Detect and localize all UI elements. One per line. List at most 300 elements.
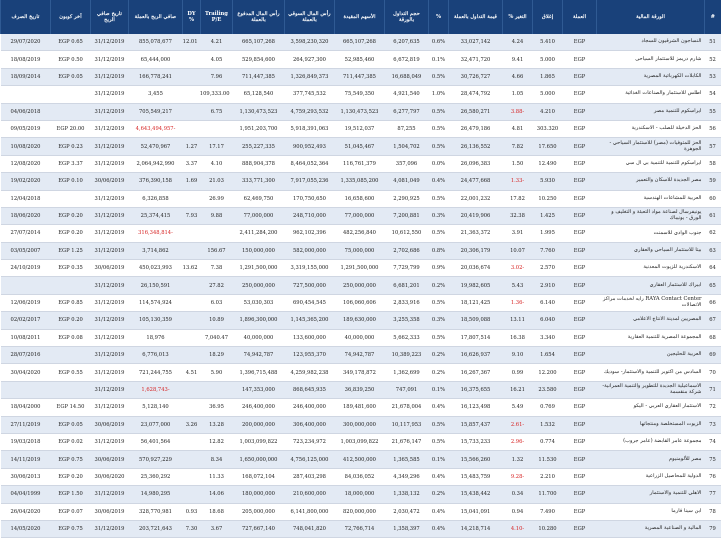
cell-market-cap: 123,955,370 xyxy=(285,347,335,364)
cell-trade-value: 20,419,906 xyxy=(449,207,503,224)
cell-trade-value: 22,001,232 xyxy=(449,190,503,207)
cell-security: الزيوت المستخلصة ومنتجاتها xyxy=(597,416,705,433)
cell-net-profit-date: 30/06/2019 xyxy=(91,451,129,468)
cell-payment-date: 02/02/2017 xyxy=(1,312,51,329)
cell-security: مصر الجديدة للاسكان والتعمير xyxy=(597,173,705,190)
cell-net-profit: 23,077,000 xyxy=(129,416,183,433)
cell-security: العربية للمشاعات الهندسية xyxy=(597,190,705,207)
cell-index: 64 xyxy=(705,260,721,277)
cell-trade-volume: 21,678,004 xyxy=(385,399,429,416)
cell-market-cap: 723,234,972 xyxy=(285,433,335,450)
cell-currency: EGP xyxy=(563,451,597,468)
cell-payment-date xyxy=(1,277,51,294)
header-col-index[interactable]: # xyxy=(705,0,721,34)
cell-trailing-pe: 26.99 xyxy=(201,190,233,207)
cell-net-profit-date: 31/12/2019 xyxy=(91,242,129,259)
cell-close: 1.995 xyxy=(533,225,563,242)
cell-currency: EGP xyxy=(563,190,597,207)
cell-paid-capital: 333,771,300 xyxy=(233,173,285,190)
cell-trailing-pe xyxy=(201,381,233,398)
cell-net-profit: -316,348,814 xyxy=(129,225,183,242)
cell-trailing-pe: 4.05 xyxy=(201,51,233,68)
cell-listed-shares: 1,291,500,000 xyxy=(335,260,385,277)
cell-change: 4.66 xyxy=(503,68,533,85)
cell-dividend-yield xyxy=(183,68,201,85)
cell-paid-capital: 2,411,284,200 xyxy=(233,225,285,242)
cell-change: 0.34 xyxy=(503,486,533,503)
cell-net-profit: 570,927,229 xyxy=(129,451,183,468)
cell-close: 4.210 xyxy=(533,103,563,120)
cell-close: 1.865 xyxy=(533,68,563,85)
table-row[interactable] xyxy=(1,34,721,51)
cell-security: يونيفرسال لصناعة مواد التعبئة و التغليف و الورق - يونيباك xyxy=(597,207,705,224)
cell-close: 6.140 xyxy=(533,294,563,311)
cell-trade-volume: 1,358,397 xyxy=(385,520,429,537)
table-row[interactable] xyxy=(1,103,721,120)
cell-security: المصريين لمدينة الانتاج الاعلامي xyxy=(597,312,705,329)
cell-net-profit: 3,455 xyxy=(129,86,183,103)
cell-listed-shares: 84,036,052 xyxy=(335,468,385,485)
cell-dividend-yield: 1.69 xyxy=(183,173,201,190)
cell-last-coupon: EGP 3.37 xyxy=(51,155,91,172)
table-row[interactable] xyxy=(1,433,721,450)
cell-net-profit-date: 31/12/2019 xyxy=(91,51,129,68)
cell-percent: 0.4% xyxy=(429,503,449,520)
cell-close: 7.760 xyxy=(533,242,563,259)
cell-market-cap: 3,319,155,000 xyxy=(285,260,335,277)
table-row[interactable] xyxy=(1,51,721,68)
cell-index: 52 xyxy=(705,51,721,68)
cell-close: 10.250 xyxy=(533,190,563,207)
cell-net-profit-date: 31/12/2019 xyxy=(91,347,129,364)
cell-trailing-pe: 12.82 xyxy=(201,433,233,450)
cell-listed-shares: 250,000,000 xyxy=(335,277,385,294)
header-col-market-cap[interactable]: رأس المال السوقي بالعملة xyxy=(285,0,335,34)
cell-payment-date: 30/06/2013 xyxy=(1,468,51,485)
cell-listed-shares: 711,447,385 xyxy=(335,68,385,85)
cell-dividend-yield xyxy=(183,277,201,294)
cell-trailing-pe: 156.67 xyxy=(201,242,233,259)
cell-dividend-yield xyxy=(183,242,201,259)
cell-index: 70 xyxy=(705,364,721,381)
cell-trade-volume: 6,681,201 xyxy=(385,277,429,294)
cell-change: 16.21 xyxy=(503,381,533,398)
cell-listed-shares: 482,256,840 xyxy=(335,225,385,242)
table-row[interactable] xyxy=(1,329,721,346)
header-col-security[interactable]: الورقة المالية xyxy=(597,0,705,34)
cell-index: 78 xyxy=(705,503,721,520)
cell-percent: 0.5% xyxy=(429,120,449,137)
cell-close: 10.280 xyxy=(533,520,563,537)
cell-net-profit: 376,390,158 xyxy=(129,173,183,190)
cell-currency: EGP xyxy=(563,51,597,68)
cell-dividend-yield: 7.93 xyxy=(183,207,201,224)
cell-trade-value: 26,136,552 xyxy=(449,138,503,155)
cell-trade-value: 24,477,668 xyxy=(449,173,503,190)
header-col-net-profit[interactable]: صافي الربح بالعملة xyxy=(129,0,183,34)
cell-index: 69 xyxy=(705,347,721,364)
cell-change: -3.88 xyxy=(503,103,533,120)
cell-net-profit-date: 31/12/2019 xyxy=(91,103,129,120)
cell-net-profit: 5,128,140 xyxy=(129,399,183,416)
header-col-close[interactable]: إغلاق xyxy=(533,0,563,34)
cell-security: شارم دريمز للاستثمار السياحى xyxy=(597,51,705,68)
cell-close: 11.700 xyxy=(533,486,563,503)
cell-security: الكابلات الكهربائية المصرية xyxy=(597,68,705,85)
cell-trade-value: 33,027,142 xyxy=(449,34,503,51)
table-row[interactable] xyxy=(1,347,721,364)
cell-paid-capital: 77,000,000 xyxy=(233,207,285,224)
table-row[interactable] xyxy=(1,260,721,277)
cell-percent: 0.3% xyxy=(429,312,449,329)
cell-net-profit: 3,714,862 xyxy=(129,242,183,259)
cell-market-cap: 1,145,365,200 xyxy=(285,312,335,329)
cell-listed-shares: 51,045,467 xyxy=(335,138,385,155)
cell-net-profit-date: 31/12/2019 xyxy=(91,312,129,329)
cell-currency: EGP xyxy=(563,103,597,120)
cell-paid-capital: 53,030,303 xyxy=(233,294,285,311)
cell-net-profit-date: 31/12/2019 xyxy=(91,190,129,207)
cell-trailing-pe xyxy=(201,120,233,137)
cell-currency: EGP xyxy=(563,468,597,485)
cell-currency: EGP xyxy=(563,68,597,85)
cell-change: 4.24 xyxy=(503,34,533,51)
cell-listed-shares: 40,000,000 xyxy=(335,329,385,346)
cell-net-profit-date: 30/06/2019 xyxy=(91,260,129,277)
cell-trade-value: 18,121,425 xyxy=(449,294,503,311)
cell-trade-value: 28,474,792 xyxy=(449,86,503,103)
table-row[interactable] xyxy=(1,242,721,259)
cell-payment-date: 27/07/2014 xyxy=(1,225,51,242)
header-col-last-coupon[interactable]: آخر كوبون xyxy=(51,0,91,34)
cell-market-cap: 248,710,000 xyxy=(285,207,335,224)
table-row[interactable] xyxy=(1,468,721,485)
cell-change: 0.94 xyxy=(503,503,533,520)
cell-net-profit-date: 30/06/2020 xyxy=(91,468,129,485)
header-col-currency[interactable]: العملة xyxy=(563,0,597,34)
cell-market-cap: 900,952,493 xyxy=(285,138,335,155)
table-row[interactable] xyxy=(1,399,721,416)
cell-listed-shares: 19,512,037 xyxy=(335,120,385,137)
cell-dividend-yield: 0.93 xyxy=(183,503,201,520)
cell-net-profit: 855,078,677 xyxy=(129,34,183,51)
cell-currency: EGP xyxy=(563,381,597,398)
cell-security: اطلس للاستثمار والصناعات الغذائية xyxy=(597,86,705,103)
cell-listed-shares: 18,000,000 xyxy=(335,486,385,503)
cell-currency: EGP xyxy=(563,86,597,103)
cell-paid-capital: 168,072,104 xyxy=(233,468,285,485)
cell-trailing-pe: 9.88 xyxy=(201,207,233,224)
cell-percent: 0.4% xyxy=(429,520,449,537)
cell-trade-value: 15,041,091 xyxy=(449,503,503,520)
cell-listed-shares: 1,335,085,200 xyxy=(335,173,385,190)
cell-net-profit-date: 31/12/2019 xyxy=(91,364,129,381)
cell-net-profit: 450,023,993 xyxy=(129,260,183,277)
cell-change: 1.32 xyxy=(503,451,533,468)
table-row[interactable] xyxy=(1,138,721,155)
cell-change: -2.61 xyxy=(503,416,533,433)
cell-payment-date: 04/04/1999 xyxy=(1,486,51,503)
cell-market-cap: 4,759,293,532 xyxy=(285,103,335,120)
cell-close: 2.210 xyxy=(533,468,563,485)
cell-trade-volume: 4,921,540 xyxy=(385,86,429,103)
header-col-net-profit-date[interactable]: تاريخ صافي الربح xyxy=(91,0,129,34)
cell-change: 3.91 xyxy=(503,225,533,242)
cell-trade-value: 20,036,674 xyxy=(449,260,503,277)
cell-currency: EGP xyxy=(563,312,597,329)
cell-close: 1.532 xyxy=(533,416,563,433)
cell-close: 1.425 xyxy=(533,207,563,224)
cell-trailing-pe: 6.03 xyxy=(201,294,233,311)
cell-close: 3.340 xyxy=(533,329,563,346)
cell-dividend-yield xyxy=(183,312,201,329)
cell-percent: 0.1% xyxy=(429,381,449,398)
cell-last-coupon: EGP 0.05 xyxy=(51,68,91,85)
table-row[interactable] xyxy=(1,451,721,468)
cell-change: -3.02 xyxy=(503,260,533,277)
cell-close: 5.410 xyxy=(533,34,563,51)
cell-trade-value: 32,471,720 xyxy=(449,51,503,68)
table-row[interactable] xyxy=(1,277,721,294)
header-col-trade-volume[interactable]: حجم التداول بالورقة xyxy=(385,0,429,34)
cell-payment-date: 10/08/2020 xyxy=(1,138,51,155)
cell-payment-date xyxy=(1,86,51,103)
cell-paid-capital: 147,353,000 xyxy=(233,381,285,398)
cell-payment-date: 27/11/2019 xyxy=(1,416,51,433)
cell-percent: 0.9% xyxy=(429,260,449,277)
cell-paid-capital: 727,667,140 xyxy=(233,520,285,537)
header-col-payment-date[interactable]: تاريخ الصرف xyxy=(1,0,51,34)
cell-close: 1.654 xyxy=(533,347,563,364)
header-col-change[interactable]: التغير % xyxy=(503,0,533,34)
cell-market-cap: 170,750,650 xyxy=(285,190,335,207)
header-col-paid-capital[interactable]: رأس المال المدفوع بالعملة xyxy=(233,0,285,34)
cell-security: المجموعة المصرية للتنمية العقارية xyxy=(597,329,705,346)
cell-net-profit-date: 30/06/2019 xyxy=(91,416,129,433)
cell-trailing-pe: 13.28 xyxy=(201,416,233,433)
cell-net-profit-date: 31/12/2019 xyxy=(91,399,129,416)
cell-last-coupon: EGP 1.25 xyxy=(51,242,91,259)
cell-close: 11.530 xyxy=(533,451,563,468)
cell-payment-date: 09/05/2019 xyxy=(1,120,51,137)
cell-paid-capital: 65,128,540 xyxy=(233,86,285,103)
cell-currency: EGP xyxy=(563,173,597,190)
cell-listed-shares: 1,130,473,523 xyxy=(335,103,385,120)
cell-change: 17.82 xyxy=(503,190,533,207)
cell-payment-date: 24/10/2019 xyxy=(1,260,51,277)
table-row[interactable] xyxy=(1,416,721,433)
cell-dividend-yield: 7.30 xyxy=(183,520,201,537)
cell-paid-capital: 665,107,268 xyxy=(233,34,285,51)
cell-trailing-pe: 3.67 xyxy=(201,520,233,537)
cell-trailing-pe: 4.21 xyxy=(201,34,233,51)
cell-paid-capital: 40,000,000 xyxy=(233,329,285,346)
cell-trailing-pe: 18.29 xyxy=(201,347,233,364)
cell-listed-shares: 300,000,000 xyxy=(335,416,385,433)
cell-security: الحز للمتوفيات (مصر) للاستثمار السياحي - الجوهرة xyxy=(597,138,705,155)
cell-close: 5.000 xyxy=(533,86,563,103)
cell-net-profit-date: 30/06/2019 xyxy=(91,173,129,190)
cell-dividend-yield: 4.51 xyxy=(183,364,201,381)
cell-payment-date: 12/08/2020 xyxy=(1,155,51,172)
table-row[interactable] xyxy=(1,207,721,224)
header-col-trailing-pe[interactable]: Trailing P/E xyxy=(201,0,233,34)
table-row[interactable] xyxy=(1,312,721,329)
cell-trade-volume: 3,255,358 xyxy=(385,312,429,329)
cell-listed-shares: 412,500,000 xyxy=(335,451,385,468)
cell-net-profit: 25,374,415 xyxy=(129,207,183,224)
header-col-dividend-yield[interactable]: DY % xyxy=(183,0,201,34)
cell-trade-value: 15,483,759 xyxy=(449,468,503,485)
table-row[interactable] xyxy=(1,503,721,520)
cell-paid-capital: 250,000,000 xyxy=(233,277,285,294)
cell-last-coupon: EGP 0.07 xyxy=(51,503,91,520)
cell-trailing-pe: 7,040.47 xyxy=(201,329,233,346)
cell-net-profit-date: 31/12/2019 xyxy=(91,294,129,311)
cell-dividend-yield xyxy=(183,329,201,346)
cell-currency: EGP xyxy=(563,364,597,381)
cell-paid-capital: 74,942,787 xyxy=(233,347,285,364)
cell-payment-date: 18/04/2000 xyxy=(1,399,51,416)
cell-last-coupon: EGP 0.55 xyxy=(51,364,91,381)
header-col-trade-value[interactable]: قيمة التداول بالعملة xyxy=(449,0,503,34)
cell-market-cap: 4,259,982,238 xyxy=(285,364,335,381)
cell-market-cap: 3,598,230,320 xyxy=(285,34,335,51)
cell-security: السادس من اكتوبر للتنمية والاستثمار- سوديك xyxy=(597,364,705,381)
cell-trade-volume: 747,091 xyxy=(385,381,429,398)
cell-trade-volume: 7,200,881 xyxy=(385,207,429,224)
cell-trailing-pe: 7.96 xyxy=(201,68,233,85)
cell-net-profit-date: 31/12/2019 xyxy=(91,381,129,398)
cell-trade-volume: 1,504,702 xyxy=(385,138,429,155)
cell-trade-volume: 7,729,799 xyxy=(385,260,429,277)
cell-paid-capital: 62,469,750 xyxy=(233,190,285,207)
table-row[interactable] xyxy=(1,155,721,172)
cell-change: 32.38 xyxy=(503,207,533,224)
cell-net-profit: 52,470,967 xyxy=(129,138,183,155)
cell-trade-value: 16,123,498 xyxy=(449,399,503,416)
cell-net-profit-date: 31/12/2019 xyxy=(91,329,129,346)
header-col-listed-shares[interactable]: الأسهم المقيدة xyxy=(335,0,385,34)
cell-payment-date: 14/11/2019 xyxy=(1,451,51,468)
cell-net-profit: -4,643,494,957 xyxy=(129,120,183,137)
cell-dividend-yield: 12.01 xyxy=(183,34,201,51)
cell-index: 68 xyxy=(705,329,721,346)
table-row[interactable] xyxy=(1,225,721,242)
table-header-row xyxy=(1,0,721,34)
cell-market-cap: 727,500,000 xyxy=(285,277,335,294)
table-row[interactable] xyxy=(1,190,721,207)
cell-last-coupon: EGP 0.02 xyxy=(51,433,91,450)
table-body xyxy=(1,34,721,538)
cell-trailing-pe xyxy=(201,225,233,242)
table-row[interactable] xyxy=(1,381,721,398)
cell-trailing-pe: 18.68 xyxy=(201,503,233,520)
cell-payment-date: 04/06/2018 xyxy=(1,103,51,120)
cell-index: 62 xyxy=(705,225,721,242)
table-row[interactable] xyxy=(1,173,721,190)
cell-index: 51 xyxy=(705,34,721,51)
table-row[interactable] xyxy=(1,294,721,311)
cell-last-coupon: EGP 1.50 xyxy=(51,486,91,503)
table-row[interactable] xyxy=(1,120,721,137)
cell-trailing-pe: 4.10 xyxy=(201,155,233,172)
cell-paid-capital: 150,000,000 xyxy=(233,242,285,259)
cell-index: 54 xyxy=(705,86,721,103)
cell-dividend-yield xyxy=(183,468,201,485)
cell-security: ابيراك للاستثمار العقاري xyxy=(597,277,705,294)
cell-index: 53 xyxy=(705,68,721,85)
table-row[interactable] xyxy=(1,86,721,103)
cell-last-coupon: EGP 0.75 xyxy=(51,520,91,537)
cell-net-profit: 6,326,858 xyxy=(129,190,183,207)
cell-trade-volume: 2,702,686 xyxy=(385,242,429,259)
cell-close: 5.930 xyxy=(533,173,563,190)
header-col-percent[interactable]: % xyxy=(429,0,449,34)
cell-trade-volume: 2,833,916 xyxy=(385,294,429,311)
cell-dividend-yield: 1.27 xyxy=(183,138,201,155)
table-row[interactable] xyxy=(1,486,721,503)
cell-market-cap: 7,917,055,236 xyxy=(285,173,335,190)
cell-net-profit: 56,401,564 xyxy=(129,433,183,450)
table-row[interactable] xyxy=(1,68,721,85)
cell-index: 60 xyxy=(705,190,721,207)
cell-dividend-yield xyxy=(183,103,201,120)
cell-trade-volume: 10,117,953 xyxy=(385,416,429,433)
cell-dividend-yield: 3.37 xyxy=(183,155,201,172)
cell-security: الحز الدخيلة للصلب - الاسكندرية xyxy=(597,120,705,137)
cell-listed-shares: 665,107,268 xyxy=(335,34,385,51)
cell-trade-volume: 1,362,699 xyxy=(385,364,429,381)
cell-dividend-yield xyxy=(183,347,201,364)
cell-change: 1.50 xyxy=(503,155,533,172)
cell-net-profit: 6,776,013 xyxy=(129,347,183,364)
cell-trade-volume: 2,290,925 xyxy=(385,190,429,207)
cell-last-coupon: EGP 0.20 xyxy=(51,468,91,485)
cell-security: المالية و الصناعية المصرية xyxy=(597,520,705,537)
cell-trade-volume: 2,030,472 xyxy=(385,503,429,520)
cell-trade-volume: 6,672,819 xyxy=(385,51,429,68)
cell-trade-value: 26,580,271 xyxy=(449,103,503,120)
cell-index: 59 xyxy=(705,173,721,190)
cell-paid-capital: 1,291,500,000 xyxy=(233,260,285,277)
cell-trailing-pe: 7.38 xyxy=(201,260,233,277)
cell-trade-volume: 10,389,223 xyxy=(385,347,429,364)
cell-percent: 0.6% xyxy=(429,34,449,51)
cell-trailing-pe: 109,333.00 xyxy=(201,86,233,103)
cell-trade-value: 17,807,514 xyxy=(449,329,503,346)
cell-market-cap: 6,141,800,000 xyxy=(285,503,335,520)
cell-index: 77 xyxy=(705,486,721,503)
cell-net-profit: 166,778,241 xyxy=(129,68,183,85)
cell-trade-volume: 6,277,797 xyxy=(385,103,429,120)
cell-listed-shares: 189,481,600 xyxy=(335,399,385,416)
cell-trade-volume: 1,338,132 xyxy=(385,486,429,503)
cell-currency: EGP xyxy=(563,329,597,346)
cell-dividend-yield xyxy=(183,294,201,311)
cell-percent: 0.2% xyxy=(429,486,449,503)
cell-index: 74 xyxy=(705,433,721,450)
cell-paid-capital: 200,000,000 xyxy=(233,416,285,433)
cell-trailing-pe: 6.75 xyxy=(201,103,233,120)
cell-percent: 0.5% xyxy=(429,329,449,346)
cell-dividend-yield xyxy=(183,86,201,103)
cell-change: 10.07 xyxy=(503,242,533,259)
cell-payment-date: 29/07/2020 xyxy=(1,34,51,51)
cell-last-coupon: EGP 0.20 xyxy=(51,312,91,329)
table-row[interactable] xyxy=(1,364,721,381)
table-row[interactable] xyxy=(1,520,721,537)
